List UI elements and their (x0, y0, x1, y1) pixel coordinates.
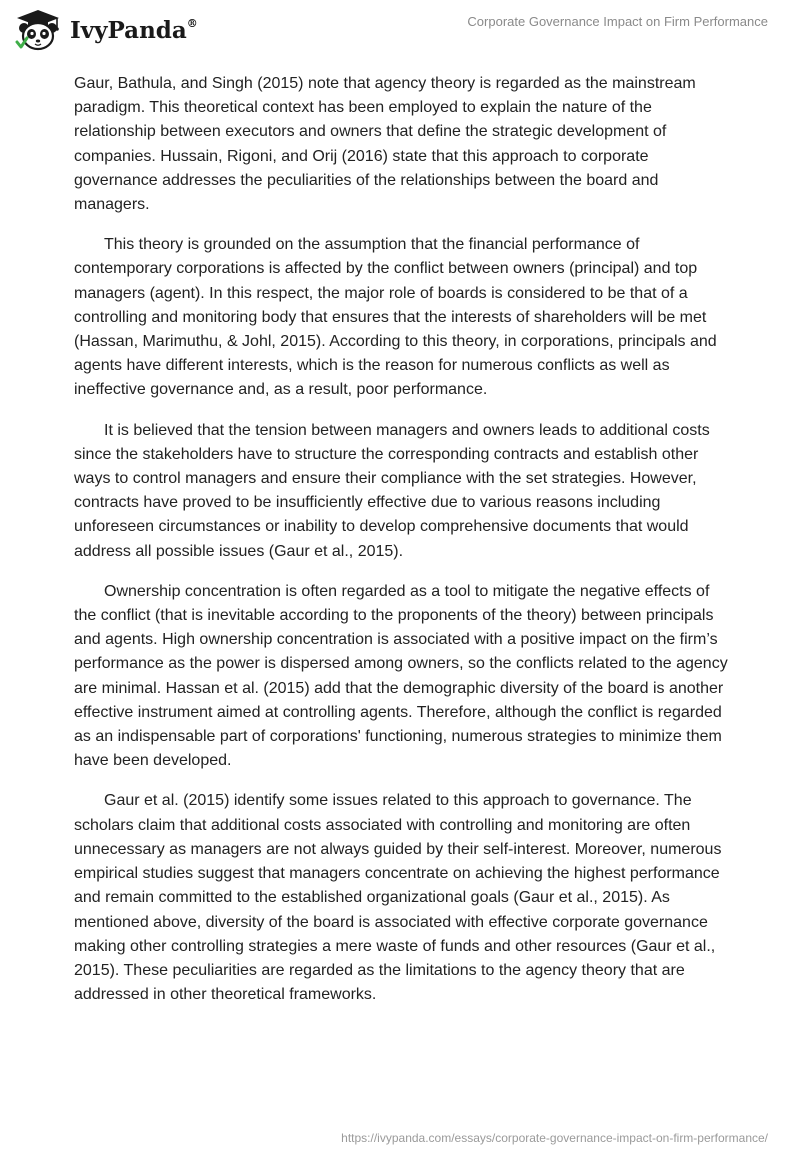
brand-logo[interactable] (14, 8, 198, 52)
registered-mark: ® (186, 16, 198, 30)
paragraph-5: Gaur et al. (2015) identify some issues related to this approach to governance. The scholars claim that additional costs associated with controlling and monitoring are often unnecessary as managers are not always guided by their self-interest. Moreover, numerous empirical studies suggest that managers concentrate on achieving the highest performance and remain committed to the established organizational goals (Gaur et al., 2015). As mentioned above, diversity of the board is associated with effective corporate governance making other controlling strategies a mere waste of funds and other resources (Gaur et al., 2015). These peculiarities are regarded as the limitations to the agency theory that are addressed in other theoretical frameworks. (74, 792, 722, 1004)
paragraph-3: It is believed that the tension between managers and owners leads to additional costs since the stakeholders have to structure the corresponding contracts and establish other ways to control managers and ensure their compliance with the set strategies. However, contracts have proved to be insufficiently effective due to various reasons including unforeseen circumstances or inability to develop comprehensive documents that would address all possible issues (Gaur et al., 2015). (74, 421, 710, 560)
source-url[interactable]: https://ivypanda.com/essays/corporate-governance-impact-on-firm-performance/ (341, 1131, 768, 1145)
panda-graduate-icon (14, 8, 62, 52)
paragraph-1: Gaur, Bathula, and Singh (2015) note that agency theory is regarded as the mainstream paradigm. This theoretical context has been employed to explain the nature of the relationship between executors and owners that define the strategic development of companies. Hussain, Rigoni, and Orij (2016) state that this approach to corporate governance addresses the peculiarities of the relationships between the board and managers. (74, 75, 696, 214)
paragraph-4: Ownership concentration is often regarded as a tool to mitigate the negative effects of the conflict (that is inevitable according to the proponents of the theory) between principals and agents. High ownership concentration is associated with a positive impact on the firm’s performance as the power is dispersed among owners, so the conflicts related to the agency are minimal. Hassan et al. (2015) add that the demographic diversity of the board is another effective instrument aimed at controlling agents. Therefore, although the conflict is regarded as an indispensable part of corporations' functioning, numerous strategies to minimize them have been developed. (74, 582, 728, 770)
document-title: Corporate Governance Impact on Firm Performance (467, 14, 768, 29)
brand-name: IvyPanda® (70, 16, 198, 44)
essay-body (74, 72, 734, 1023)
page-header (0, 0, 800, 60)
paragraph-2: This theory is grounded on the assumption that the financial performance of contemporary corporations is affected by the conflict between owners (principal) and top managers (agent). In this respect, the major role of boards is considered to be that of a controlling and monitoring body that ensures that the interests of shareholders will be met (Hassan, Marimuthu, & Johl, 2015). According to this theory, in corporations, principals and agents have different interests, which is the reason for numerous conflicts as well as ineffective governance and, as a result, poor performance. (74, 236, 717, 399)
